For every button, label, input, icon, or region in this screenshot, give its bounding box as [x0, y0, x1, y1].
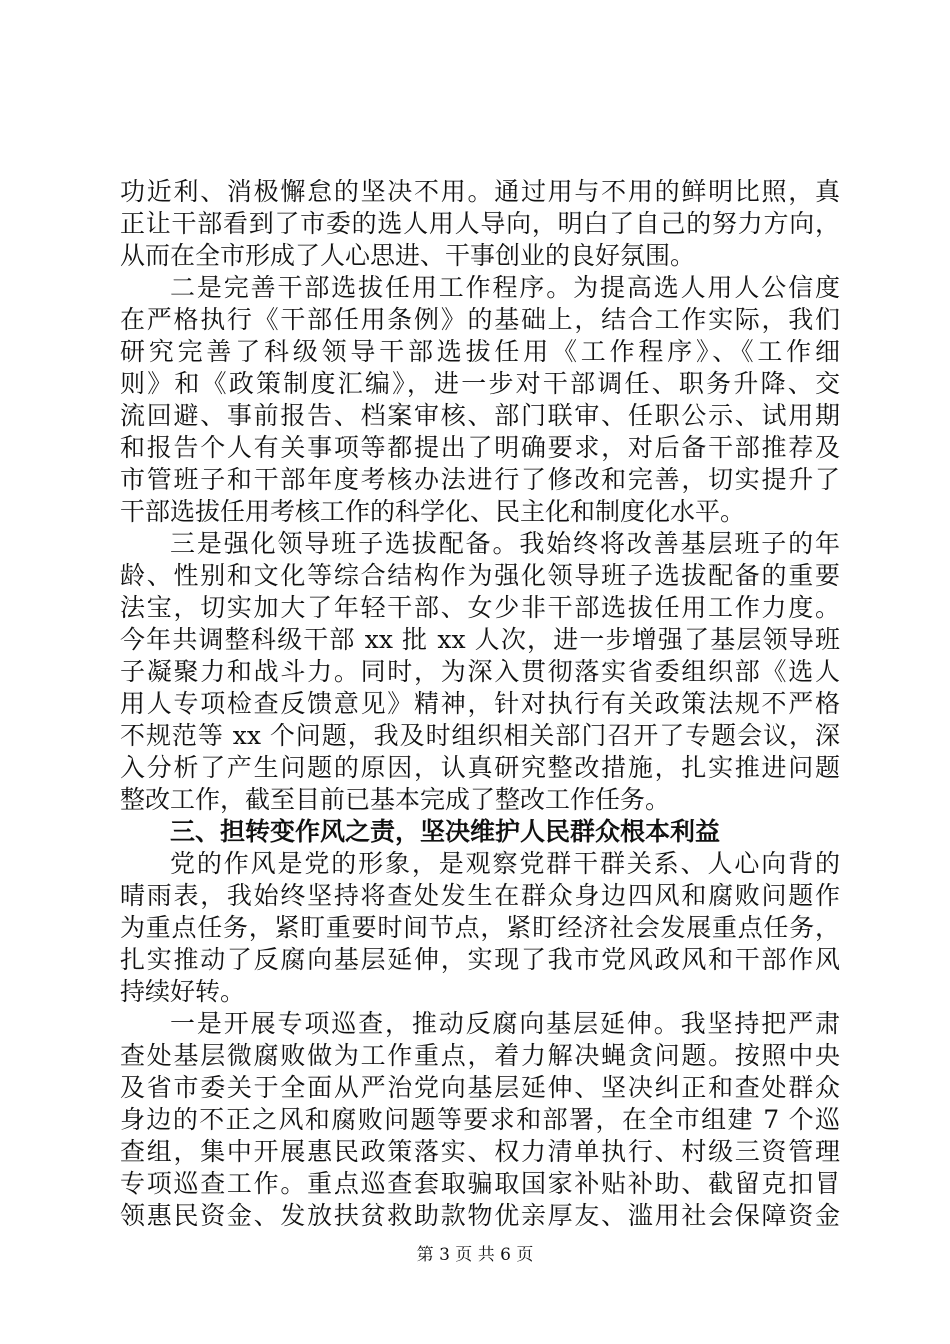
body-text-line: 正让干部看到了市委的选人用人导向，明白了自己的努力方向，	[120, 209, 840, 238]
body-text-line: 市管班子和干部年度考核办法进行了修改和完善，切实提升了	[120, 465, 840, 494]
body-text-line: 整改工作，截至目前已基本完成了整改工作任务。	[120, 785, 671, 814]
body-text-line: 则》和《政策制度汇编》，进一步对干部调任、职务升降、交	[120, 369, 840, 398]
paragraph-first-line: 二是完善干部选拔任用工作程序。为提高选人用人公信度	[170, 273, 840, 302]
body-text-line: 晴雨表，我始终坚持将查处发生在群众身边四风和腐败问题作	[120, 881, 840, 910]
body-text-line: 从而在全市形成了人心思进、干事创业的良好氛围。	[120, 241, 696, 270]
body-text-line: 研究完善了科级领导干部选拔任用《工作程序》、《工作细	[120, 337, 840, 366]
body-text-line: 专项巡查工作。重点巡查套取骗取国家补贴补助、截留克扣冒	[120, 1169, 840, 1198]
body-text-line: 功近利、消极懈怠的坚决不用。通过用与不用的鲜明比照，真	[120, 177, 840, 206]
body-text-line: 在严格执行《干部任用条例》的基础上，结合工作实际，我们	[120, 305, 840, 334]
body-text-line: 今年共调整科级干部 xx 批 xx 人次，进一步增强了基层领导班	[120, 625, 840, 654]
body-text-line: 干部选拔任用考核工作的科学化、民主化和制度化水平。	[120, 497, 746, 526]
paragraph-first-line: 三是强化领导班子选拔配备。我始终将改善基层班子的年	[170, 529, 840, 558]
body-text-line: 入分析了产生问题的原因，认真研究整改措施，扎实推进问题	[120, 753, 840, 782]
body-text-line: 用人专项检查反馈意见》精神，针对执行有关政策法规不严格	[120, 689, 840, 718]
paragraph-first-line: 一是开展专项巡查，推动反腐向基层延伸。我坚持把严肃	[170, 1009, 840, 1038]
paragraph-first-line: 党的作风是党的形象，是观察党群干群关系、人心向背的	[170, 849, 840, 878]
body-text-line: 查处基层微腐败做为工作重点，着力解决蝇贪问题。按照中央	[120, 1041, 840, 1070]
section-heading: 三、担转变作风之责，坚决维护人民群众根本利益	[170, 817, 721, 846]
body-text-line: 不规范等 xx 个问题，我及时组织相关部门召开了专题会议，深	[120, 721, 840, 750]
body-text-line: 和报告个人有关事项等都提出了明确要求，对后备干部推荐及	[120, 433, 840, 462]
body-text-line: 查组，集中开展惠民政策落实、权力清单执行、村级三资管理	[120, 1137, 840, 1166]
body-text-line: 身边的不正之风和腐败问题等要求和部署，在全市组建 7 个巡	[120, 1105, 840, 1134]
body-text-line: 持续好转。	[120, 977, 246, 1006]
page-number-footer: 第 3 页 共 6 页	[416, 1245, 534, 1265]
body-text-line: 及省市委关于全面从严治党向基层延伸、坚决纠正和查处群众	[120, 1073, 840, 1102]
body-text-line: 扎实推动了反腐向基层延伸，实现了我市党风政风和干部作风	[120, 945, 840, 974]
body-text-line: 龄、性别和文化等综合结构作为强化领导班子选拔配备的重要	[120, 561, 840, 590]
body-text-line: 领惠民资金、发放扶贫救助款物优亲厚友、滥用社会保障资金	[120, 1201, 840, 1230]
body-text-line: 法宝，切实加大了年轻干部、女少非干部选拔任用工作力度。	[120, 593, 840, 622]
body-text-line: 流回避、事前报告、档案审核、部门联审、任职公示、试用期	[120, 401, 840, 430]
body-text-line: 子凝聚力和战斗力。同时，为深入贯彻落实省委组织部《选人	[120, 657, 840, 686]
body-text-line: 为重点任务，紧盯重要时间节点，紧盯经济社会发展重点任务，	[120, 913, 840, 942]
